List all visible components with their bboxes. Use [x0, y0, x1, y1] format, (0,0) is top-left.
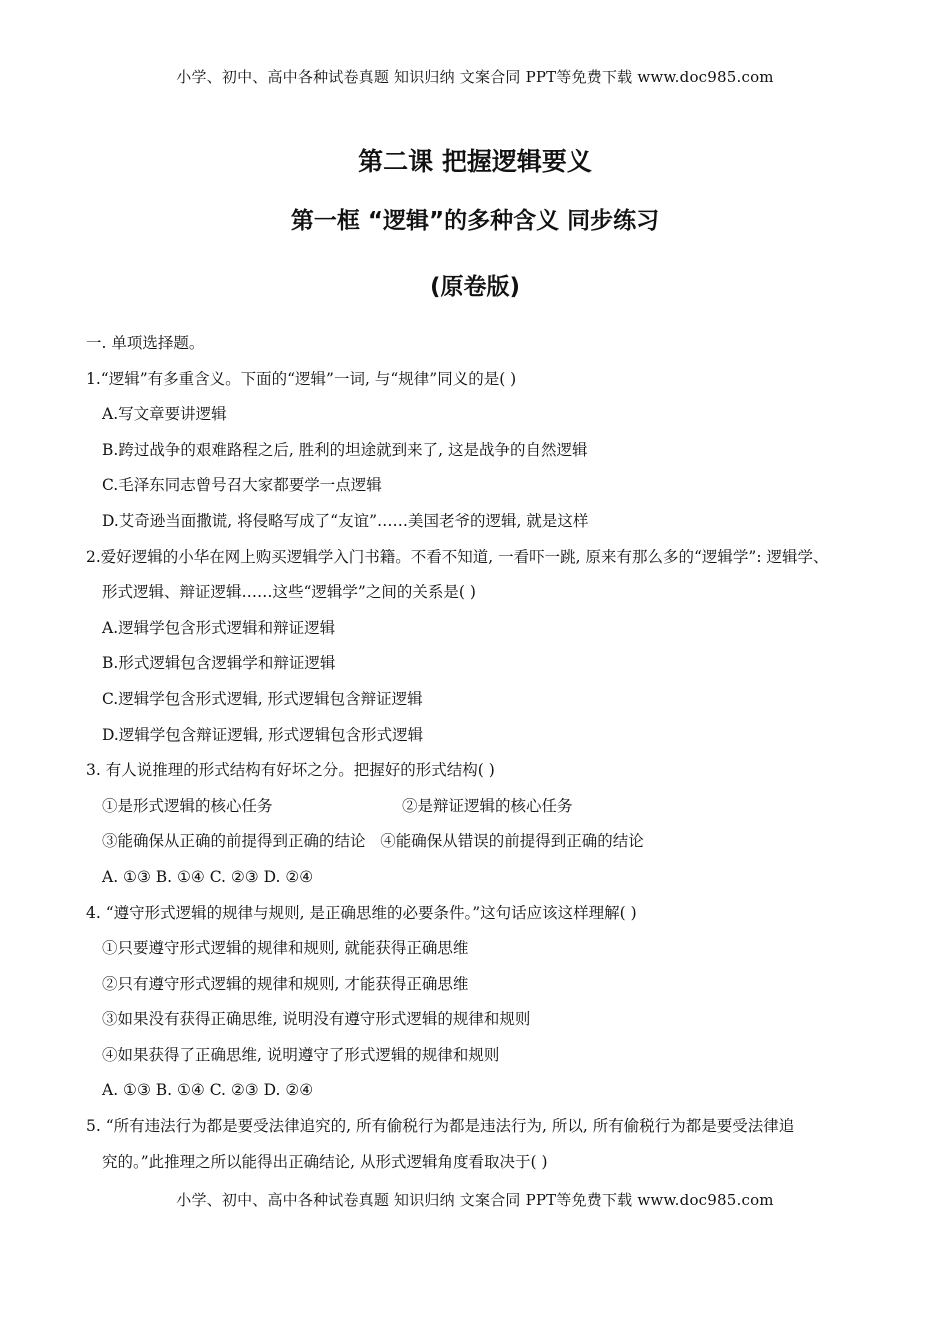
q1-option-a: A.写文章要讲逻辑	[102, 405, 227, 424]
version-label: (原卷版)	[429, 274, 521, 300]
q1-option-c: C.毛泽东同志曾号召大家都要学一点逻辑	[102, 476, 382, 495]
q1-option-b: B.跨过战争的艰难路程之后, 胜利的坦途就到来了, 这是战争的自然逻辑	[102, 440, 588, 459]
q4-stem: 4. “遵守形式逻辑的规律与规则, 是正确思维的必要条件。”这句话应该这样理解( )	[86, 903, 637, 922]
q1-stem: 1.“逻辑”有多重含义。下面的“逻辑”一词, 与“规律”同义的是( )	[86, 369, 517, 388]
section-heading: 一. 单项选择题。	[86, 334, 205, 352]
q2-option-a: A.逻辑学包含形式逻辑和辩证逻辑	[102, 618, 336, 637]
q2-stem-line2: 形式逻辑、辩证逻辑……这些“逻辑学”之间的关系是( )	[102, 583, 476, 602]
page-footer: 小学、初中、高中各种试卷真题 知识归纳 文案合同 PPT等免费下载 www.doc985.com	[176, 1191, 774, 1209]
q5-stem-line2: 究的。”此推理之所以能得出正确结论, 从形式逻辑角度看取决于( )	[102, 1152, 548, 1171]
q4-statement-2: ②只有遵守形式逻辑的规律和规则, 才能获得正确思维	[102, 974, 469, 993]
q3-statements-row2	[86, 824, 876, 860]
q2-option-b: B.形式逻辑包含逻辑学和辩证逻辑	[102, 654, 336, 673]
q2-option-c: C.逻辑学包含形式逻辑, 形式逻辑包含辩证逻辑	[102, 689, 423, 708]
q3-statement-3: ③能确保从正确的前提得到正确的结论	[102, 832, 366, 851]
q3-stem: 3. 有人说推理的形式结构有好坏之分。把握好的形式结构( )	[86, 761, 495, 780]
q3-statements-row1	[86, 789, 876, 825]
q4-statement-1: ①只要遵守形式逻辑的规律和规则, 就能获得正确思维	[102, 939, 469, 958]
q2-stem-line1: 2.爱好逻辑的小华在网上购买逻辑学入门书籍。不看不知道, 一看吓一跳, 原来有那么多的“逻辑学”: 逻辑学、	[86, 547, 829, 566]
q3-statement-4: ④能确保从错误的前提得到正确的结论	[380, 832, 644, 851]
lesson-title: 第二课 把握逻辑要义	[358, 147, 592, 176]
question-list	[86, 326, 876, 1180]
q4-statement-4: ④如果获得了正确思维, 说明遵守了形式逻辑的规律和规则	[102, 1045, 500, 1064]
q3-statement-2: ②是辩证逻辑的核心任务	[402, 796, 573, 815]
section-title: 第一框 “逻辑”的多种含义 同步练习	[290, 208, 660, 234]
q4-statement-3: ③如果没有获得正确思维, 说明没有遵守形式逻辑的规律和规则	[102, 1010, 531, 1029]
q3-options: A. ①③ B. ①④ C. ②③ D. ②④	[102, 867, 314, 886]
q1-option-d: D.艾奇逊当面撒谎, 将侵略写成了“友谊”……美国老爷的逻辑, 就是这样	[102, 511, 589, 530]
q5-stem-line1: 5. “所有违法行为都是要受法律追究的, 所有偷税行为都是违法行为, 所以, 所有偷税行为都是要受法律追	[86, 1117, 795, 1136]
q3-statement-1: ①是形式逻辑的核心任务	[102, 796, 273, 815]
page-header: 小学、初中、高中各种试卷真题 知识归纳 文案合同 PPT等免费下载 www.doc985.com	[176, 68, 774, 86]
q4-options: A. ①③ B. ①④ C. ②③ D. ②④	[102, 1081, 314, 1100]
q2-option-d: D.逻辑学包含辩证逻辑, 形式逻辑包含形式逻辑	[102, 725, 424, 744]
